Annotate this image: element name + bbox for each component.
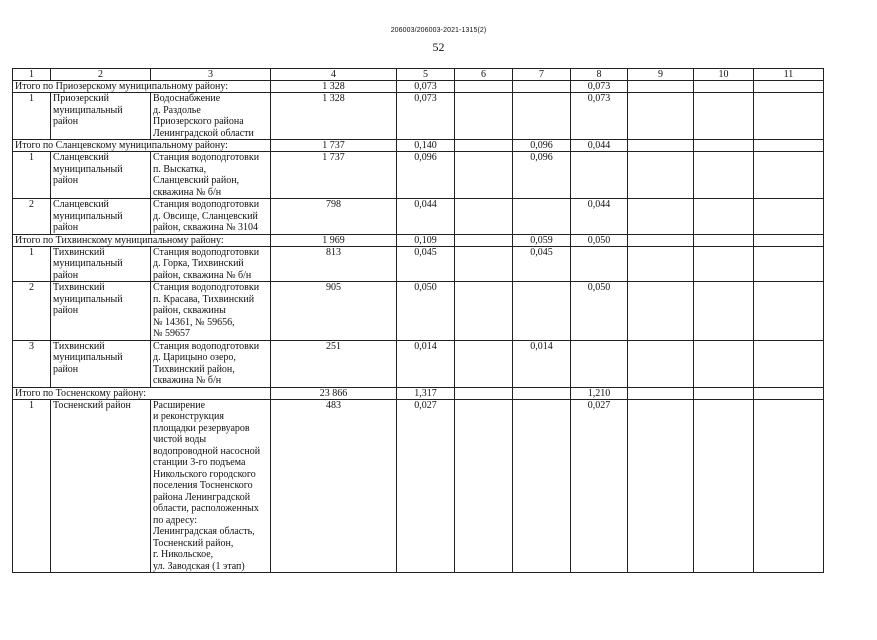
subtotal-col4: 1 737 [271, 140, 397, 152]
col6-cell [455, 246, 513, 282]
col7-cell: 0,014 [513, 340, 571, 387]
col9-cell [628, 282, 694, 341]
table-row [13, 152, 824, 199]
col11-cell [754, 93, 824, 140]
row-number: 1 [13, 93, 51, 140]
col7-cell [513, 93, 571, 140]
col8-cell: 0,027 [571, 399, 628, 573]
subtotal-col5: 1,317 [397, 387, 455, 399]
col7-cell: 0,096 [513, 152, 571, 199]
subtotal-col10 [694, 81, 754, 93]
col10-cell [694, 246, 754, 282]
subtotal-col5: 0,073 [397, 81, 455, 93]
subtotal-col9 [628, 81, 694, 93]
subtotal-col7: 0,096 [513, 140, 571, 152]
column-number-row [13, 69, 824, 81]
col6-cell [455, 93, 513, 140]
col11-cell [754, 282, 824, 341]
object-cell: Станция водоподготовки п. Выскатка, Сланцевский район, скважина № б/н [151, 152, 271, 199]
col10-cell [694, 93, 754, 140]
subtotal-col8: 0,073 [571, 81, 628, 93]
column-header: 2 [51, 69, 151, 81]
col11-cell [754, 199, 824, 235]
subtotal-title: Итого по Сланцевскому муниципальному району: [13, 140, 271, 152]
col5-cell: 0,050 [397, 282, 455, 341]
col5-cell: 0,027 [397, 399, 455, 573]
col10-cell [694, 199, 754, 235]
subtotal-col7 [513, 387, 571, 399]
col8-cell: 0,050 [571, 282, 628, 341]
column-header: 1 [13, 69, 51, 81]
col10-cell [694, 282, 754, 341]
col10-cell [694, 399, 754, 573]
col7-cell [513, 199, 571, 235]
col4-cell: 1 328 [271, 93, 397, 140]
col8-cell: 0,044 [571, 199, 628, 235]
object-cell: Станция водоподготовки д. Горка, Тихвинский район, скважина № б/н [151, 246, 271, 282]
col6-cell [455, 282, 513, 341]
col5-cell: 0,045 [397, 246, 455, 282]
col9-cell [628, 199, 694, 235]
subtotal-title: Итого по Приозерскому муниципальному району: [13, 81, 271, 93]
district-cell: Сланцевский муниципальный район [51, 152, 151, 199]
column-header: 6 [455, 69, 513, 81]
column-header: 8 [571, 69, 628, 81]
col9-cell [628, 152, 694, 199]
district-cell: Тихвинский муниципальный район [51, 246, 151, 282]
subtotal-col4: 1 969 [271, 234, 397, 246]
subtotal-title: Итого по Тихвинскому муниципальному району: [13, 234, 271, 246]
col4-cell: 905 [271, 282, 397, 341]
column-header: 4 [271, 69, 397, 81]
page-number: 52 [432, 40, 445, 54]
table-row [13, 199, 824, 235]
subtotal-col11 [754, 81, 824, 93]
district-cell: Тихвинский муниципальный район [51, 340, 151, 387]
col9-cell [628, 93, 694, 140]
subtotal-col8: 1,210 [571, 387, 628, 399]
col5-cell: 0,014 [397, 340, 455, 387]
column-header: 9 [628, 69, 694, 81]
subtotal-row [13, 234, 824, 246]
table-row [13, 340, 824, 387]
col4-cell: 1 737 [271, 152, 397, 199]
col8-cell [571, 246, 628, 282]
table-row [13, 246, 824, 282]
col9-cell [628, 340, 694, 387]
subtotal-col11 [754, 140, 824, 152]
object-cell: Станция водоподготовки п. Красава, Тихвинский район, скважины № 14361, № 59656, № 59657 [151, 282, 271, 341]
subtotal-row [13, 387, 824, 399]
data-table [12, 68, 824, 573]
subtotal-col9 [628, 234, 694, 246]
subtotal-row [13, 140, 824, 152]
row-number: 3 [13, 340, 51, 387]
subtotal-col4: 1 328 [271, 81, 397, 93]
subtotal-col8: 0,050 [571, 234, 628, 246]
col7-cell [513, 399, 571, 573]
district-cell: Тосненский район [51, 399, 151, 573]
col10-cell [694, 152, 754, 199]
col8-cell: 0,073 [571, 93, 628, 140]
table-row [13, 93, 824, 140]
row-number: 1 [13, 399, 51, 573]
subtotal-col5: 0,109 [397, 234, 455, 246]
col9-cell [628, 246, 694, 282]
district-cell: Приозерский муниципальный район [51, 93, 151, 140]
col11-cell [754, 246, 824, 282]
row-number: 2 [13, 282, 51, 341]
subtotal-col10 [694, 234, 754, 246]
column-header: 3 [151, 69, 271, 81]
subtotal-col10 [694, 140, 754, 152]
table-row [13, 282, 824, 341]
subtotal-col11 [754, 387, 824, 399]
col11-cell [754, 340, 824, 387]
column-header: 5 [397, 69, 455, 81]
col4-cell: 798 [271, 199, 397, 235]
subtotal-col5: 0,140 [397, 140, 455, 152]
row-number: 1 [13, 152, 51, 199]
column-header: 10 [694, 69, 754, 81]
table-row [13, 399, 824, 573]
object-cell: Станция водоподготовки д. Овсище, Сланцевский район, скважина № 3104 [151, 199, 271, 235]
subtotal-col8: 0,044 [571, 140, 628, 152]
col4-cell: 483 [271, 399, 397, 573]
col10-cell [694, 340, 754, 387]
col4-cell: 813 [271, 246, 397, 282]
subtotal-col6 [455, 140, 513, 152]
col9-cell [628, 399, 694, 573]
district-cell: Тихвинский муниципальный район [51, 282, 151, 341]
col11-cell [754, 399, 824, 573]
col6-cell [455, 152, 513, 199]
subtotal-title: Итого по Тосненскому району: [13, 387, 271, 399]
col6-cell [455, 399, 513, 573]
subtotal-col10 [694, 387, 754, 399]
row-number: 1 [13, 246, 51, 282]
col8-cell [571, 152, 628, 199]
subtotal-col6 [455, 234, 513, 246]
col11-cell [754, 152, 824, 199]
col7-cell [513, 282, 571, 341]
subtotal-col6 [455, 387, 513, 399]
subtotal-col7 [513, 81, 571, 93]
object-cell: Станция водоподготовки д. Царицыно озеро, Тихвинский район, скважина № б/н [151, 340, 271, 387]
column-header: 11 [754, 69, 824, 81]
col4-cell: 251 [271, 340, 397, 387]
subtotal-col7: 0,059 [513, 234, 571, 246]
col5-cell: 0,096 [397, 152, 455, 199]
district-cell: Сланцевский муниципальный район [51, 199, 151, 235]
object-cell: Расширение и реконструкция площадки резервуаров чистой воды водопроводной насосной станции 3-го подъема Никольского городского поселения Тосненского района Ленинградской области, расположенных по адресу: Ленинградская область, Тосненский район, г. Никольское, ул. Заводская (1 этап) [151, 399, 271, 573]
row-number: 2 [13, 199, 51, 235]
column-header: 7 [513, 69, 571, 81]
col8-cell [571, 340, 628, 387]
subtotal-col9 [628, 387, 694, 399]
subtotal-row [13, 81, 824, 93]
col6-cell [455, 340, 513, 387]
subtotal-col9 [628, 140, 694, 152]
document-id: 206003/206003-2021-1315(2) [390, 27, 487, 34]
col5-cell: 0,044 [397, 199, 455, 235]
col6-cell [455, 199, 513, 235]
col7-cell: 0,045 [513, 246, 571, 282]
subtotal-col11 [754, 234, 824, 246]
col5-cell: 0,073 [397, 93, 455, 140]
subtotal-col6 [455, 81, 513, 93]
subtotal-col4: 23 866 [271, 387, 397, 399]
object-cell: Водоснабжение д. Раздолье Приозерского района Ленинградской области [151, 93, 271, 140]
